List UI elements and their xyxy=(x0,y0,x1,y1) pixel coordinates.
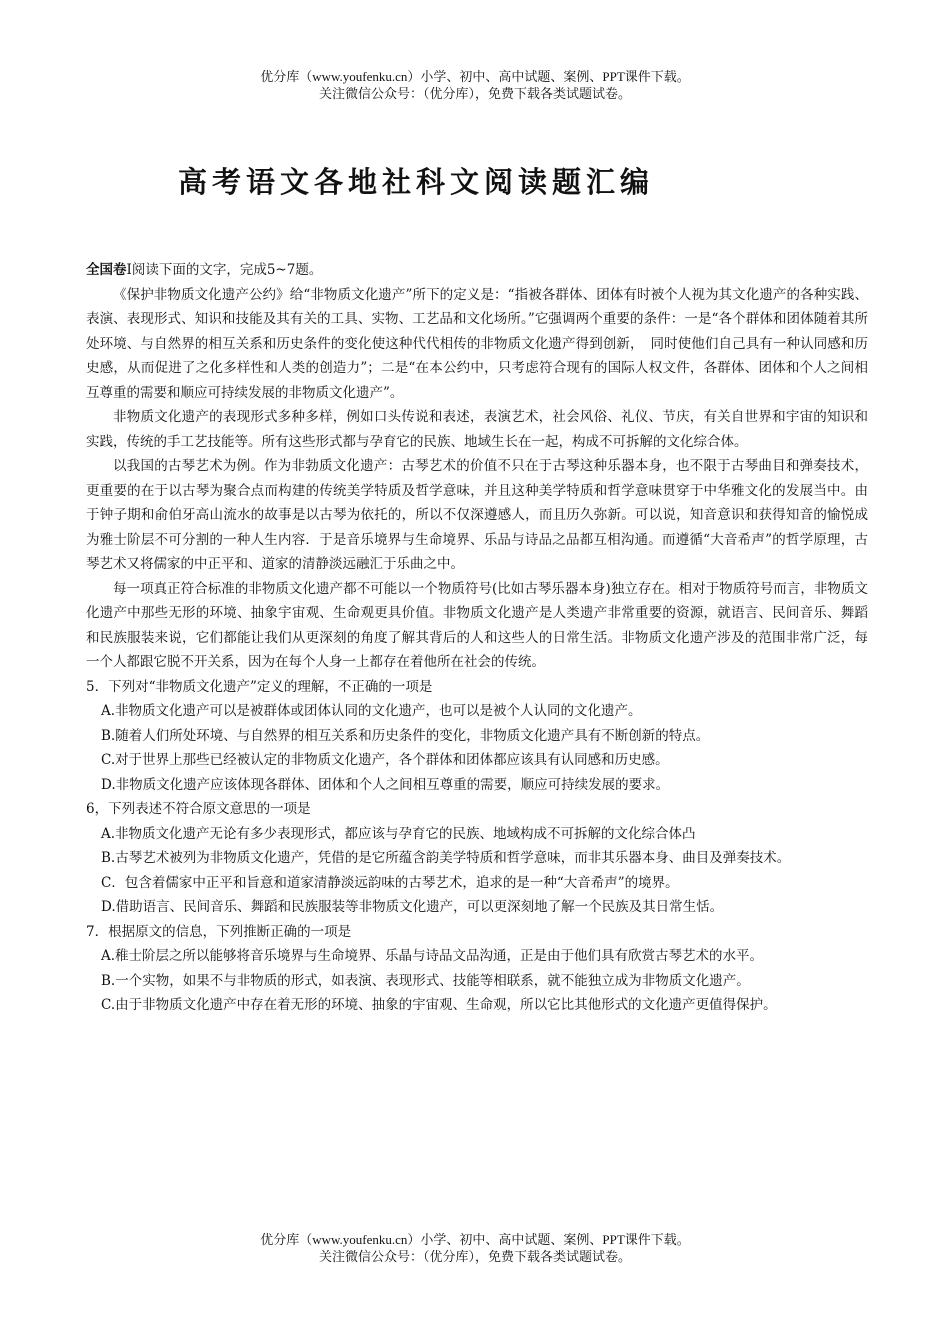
passage-paragraph-2: 非物质文化遗产的表现形式多种多样，例如口头传说和表述，表演艺术，社会风俗、礼仪、节庆，有关自世界和宇宙的知识和实践，传统的手工艺技能等。所有这些形式都与孕育它的民族、地域生长在一起，构成不可拆解的文化综合体。 xyxy=(86,409,868,450)
question-5-option-a: A.非物质文化遗产可以是被群体或团体认同的文化遗产，也可以是被个人认同的文化遗产。 xyxy=(101,703,642,719)
question-5-option-c: C.对于世界上那些已经被认定的非物质文化遗产，各个群体和团体都应该具有认同感和历史感。 xyxy=(101,752,669,768)
question-7-option-b: B.一个实物，如果不与非物质的形式，如表演、表现形式、技能等相联系，就不能独立成为非物质文化遗产。 xyxy=(101,972,750,989)
question-5-stem: 5．下列对“非物质文化遗产”定义的理解，不正确的一项是 xyxy=(86,678,433,695)
page-header xyxy=(0,68,950,102)
question-7-option-a: A.稚士阶层之所以能够将音乐境界与生命境界、乐晶与诗品文品沟通，正是由于他们具有欣赏古琴艺术的水平。 xyxy=(101,948,764,964)
question-7-stem: 7．根据原文的信息，下列推断正确的一项是 xyxy=(86,923,352,940)
document-body xyxy=(86,258,868,1018)
document-title: 高考语文各地社科文阅读题汇编 xyxy=(178,165,655,199)
question-6-option-d: D.借助语言、民间音乐、舞蹈和民族服装等非物质文化遗产，可以更深刻地了解一个民族及其日常生恬。 xyxy=(101,899,724,915)
question-7-option-c: C.由于非物质文化遗产中存在着无形的环境、抽象的宇宙观、生命观，所以它比其他形式的文化遗产更值得保护。 xyxy=(101,997,777,1013)
header-line-1: 优分库（www.youfenku.cn）小学、初中、高中试题、案例、PPT课件下载。 xyxy=(260,69,690,84)
section-instruction: Ⅰ阅读下面的文字，完成5~7题。 xyxy=(126,262,323,278)
question-6-option-a: A.非物质文化遗产无论有多少表现形式，都应该与孕育它的民族、地域构成不可拆解的文化综合体凸 xyxy=(101,825,696,842)
section-intro xyxy=(86,258,868,283)
section-label: 全国卷 xyxy=(86,262,127,278)
question-6-stem: 6，下列表述不符合原文意思的一项是 xyxy=(86,801,311,817)
page-footer xyxy=(0,1231,950,1265)
passage-paragraph-1: 《保护非物质文化遗产公约》给“非物质文化遗产”所下的定义是：“指被各群体、团体有时被个人视为其文化遗产的各种实践、表演、表现形式、知识和技能及其有关的工具、实物、工艺品和文化场所。”它强调两个重要的条件：一是“各个群体和团体随着其所处环境、与自然界的相互关系和历史条件的变化使这种代代相传的非物质文化遗产得到创新， 同时使他们自己具有一种认同感和历史感，从而促进了之化多样性和人类的创造力”；二是“在本公约中，只考虑符合现有的国际人权文件，各群体、团体和个人之间相互尊重的需要和顺应可持续发展的非物质文化遗产”。 xyxy=(86,286,868,401)
passage-paragraph-4: 每一项真正符合标准的非物质文化遗产都不可能以一个物质符号(比如古琴乐器本身)独立存在。相对于物质符号而言，非物质文化遗产中那些无形的环境、抽象宇宙观、生命观更具价值。非物质文化遗产是人类遗产非常重要的资源，就语言、民间音乐、舞蹈和民族服装来说，它们都能让我们从更深刻的角度了解其背后的人和这些人的日常生活。非物质文化遗产涉及的范围非常广泛，每一个人都跟它脱不开关系，因为在每个人身一上都存在着他所在社会的传统。 xyxy=(86,580,868,670)
question-5-option-d: D.非物质文化遗产应该体现各群体、团体和个人之间相互尊重的需要，顺应可持续发展的要求。 xyxy=(101,776,670,793)
passage-paragraph-3: 以我国的古琴艺术为例。作为非勃质文化遗产：古琴艺术的价值不只在于古琴这种乐器本身，也不限于古琴曲目和弹奏技术，更重要的在于以古琴为聚合点而构建的传统美学特质及哲学意味，并且这种美学特质和哲学意味贯穿于中华雅文化的发展当中。由于钟子期和俞伯牙高山流水的故事是以古琴为依托的，所以不仅深遵感人，而且历久弥新。可以说，知音意识和获得知音的愉悦成为雅士阶层不可分割的一种人生内容．于是音乐境界与生命境界、乐品与诗品之品都互相沟通。而遵循“大音希声”的哲学原理，古琴艺术又将儒家的中正平和、道家的清静淡远融汇于乐曲之中。 xyxy=(86,458,868,572)
question-6-option-c: C．包含着儒家中正平和旨意和道家清静淡远韵味的古琴艺术，追求的是一种“大音希声”的境界。 xyxy=(101,874,679,891)
footer-line-2: 关注微信公众号：（优分库），免费下载各类试题试卷。 xyxy=(318,1249,631,1264)
header-line-2: 关注微信公众号：（优分库），免费下载各类试题试卷。 xyxy=(318,86,631,101)
question-6-option-b: B.古琴艺术被列为非物质文化遗产，凭借的是它所蕴含韵美学特质和哲学意味，而非其乐器本身、曲目及弹奏技术。 xyxy=(101,850,791,866)
question-5-option-b: B.随着人们所处环境、与自然界的相互关系和历史条件的变化，非物质文化遗产具有不断创新的特点。 xyxy=(101,727,710,744)
footer-line-1: 优分库（www.youfenku.cn）小学、初中、高中试题、案例、PPT课件下载。 xyxy=(260,1232,690,1247)
